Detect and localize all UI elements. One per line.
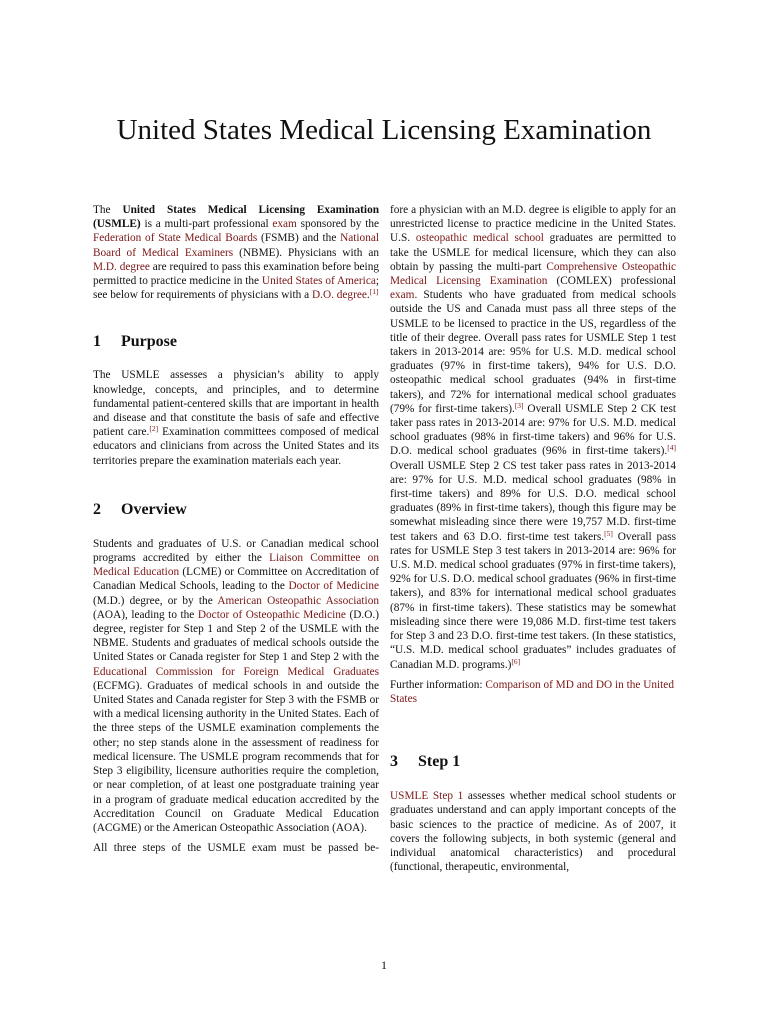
wiki-link[interactable]: M.D. degree: [93, 260, 150, 273]
citation-link[interactable]: [5]: [604, 528, 613, 538]
purpose-paragraph: The USMLE assesses a physician’s ability to apply knowledge, concepts, and principles, and to determine fundamental patient-centered skills that are important in health and disease and that constitute the basis of safe and effective patient care.[2] Examination committees composed of medical educators and clinicians from across the United States and its territories prepare the examination materials each year.: [93, 369, 379, 467]
wiki-link[interactable]: exam: [390, 289, 415, 302]
wiki-link[interactable]: Educational Commission for Foreign Medical Graduates: [93, 665, 379, 678]
citation-link[interactable]: [2]: [149, 424, 159, 434]
bold-term: United States Medical Licensing Examination: [122, 204, 379, 216]
right-column: [390, 203, 676, 880]
wiki-link[interactable]: exam: [272, 218, 297, 231]
document-title: United States Medical Licensing Examination: [116, 114, 652, 146]
section-title: Step 1: [418, 753, 461, 771]
wiki-link[interactable]: Doctor of Osteopathic Medicine: [197, 608, 346, 621]
wiki-link[interactable]: Liaison Committee on Medical Education: [93, 552, 379, 579]
wiki-link[interactable]: Federation of State Medical Boards: [93, 232, 258, 245]
intro-paragraph: The United States Medical Licensing Examination (USMLE) is a multi-part professional exam sponsored by the Federation of State Medical Boards (FSMB) and the National Board of Medical Examiners (NBME). Physicians with an M.D. degree are required to pass this examination before being permitted to practice medicine in the United States of America; see below for requirements of physicians with a D.O. degree.[1]: [93, 204, 379, 302]
overview-paragraph-2-cont: fore a physician with an M.D. degree is eligible to apply for an unrestricted license to practice medicine in the United States. U.S. osteopathic medical school graduates are permitted to take the USMLE for medical licensure, which they can also obtain by passing the multi-part Comprehensive Osteopathic Medical Licensing Examination (COMLEX) professional exam. Students who have graduated from medical schools outside the US and Canada must pass all three steps of the USMLE to be licensed to practice in the US, regardless of the title of their degree. Overall pass rates for USMLE Step 1 test takers in 2013-2014 are: 95% for U.S. M.D. medical school graduates (97% in first-time takers), 94% for U.S. D.O. osteopathic medical school graduates (94% in first-time takers), and 72% for international medical school graduates (79% for first-time takers).[3] Overall USMLE Step 2 CK test taker pass rates in 2013-2014 are: 97% for U.S. M.D. medical school graduates (98% in first-time takers) and 96% for U.S. D.O. medical school graduates (96% in first-time takers).[4] Overall USMLE Step 2 CS test taker pass rates in 2013-2014 are: 97% for U.S. M.D. medical school graduates (98% in first-time takers) and 89% for U.S. D.O. medical school graduates (89% in first-time takers), though this figure may be somewhat misleading since there were 19,757 M.D. first-time test takers and 63 D.O. first-time test takers.[5] Overall pass rates for USMLE Step 3 test takers in 2013-2014 are: 96% for U.S. M.D. medical school graduates (97% in first-time takers), 92% for U.S. D.O. medical school graduates (96% in first-time takers), and 83% for international medical school graduates (87% in first-time takers). These statistics may be somewhat misleading since there were 19,086 M.D. first-time test takers for Step 3 and 23 D.O. first-time test takers. (In these statistics, “U.S. M.D. medical school graduates” includes graduates of Canadian M.D. programs.)[6]: [390, 204, 677, 671]
wiki-link[interactable]: Comprehensive Osteopathic Medical Licensing Examination: [390, 260, 676, 288]
wiki-link[interactable]: Comparison of MD and DO in the United States: [390, 678, 674, 705]
section-overview-heading: [93, 500, 379, 520]
page-number: 1: [381, 958, 387, 972]
wiki-link[interactable]: D.O. degree: [311, 289, 367, 302]
wiki-link[interactable]: National Board of Medical Examiners: [93, 232, 379, 259]
section-title: Overview: [121, 500, 187, 518]
wiki-link[interactable]: Doctor of Medicine: [288, 580, 380, 593]
citation-link[interactable]: [1]: [369, 287, 379, 297]
wiki-link[interactable]: American Osteopathic Association: [217, 594, 379, 607]
section-number: 2: [93, 500, 101, 518]
section-number: 3: [390, 753, 398, 771]
further-information: Further information: Comparison of MD and DO in the United States: [390, 678, 674, 705]
wiki-link[interactable]: osteopathic medical school: [415, 232, 544, 245]
left-column: [93, 203, 379, 855]
section-purpose-heading: [93, 332, 379, 352]
section-number: 1: [93, 333, 101, 351]
overview-paragraph-2-start: All three steps of the USMLE exam must be passed be-: [93, 842, 379, 855]
step1-paragraph: USMLE Step 1 assesses whether medical school students or graduates understand and can apply important concepts of the basic sciences to the practice of medicine. As of 2007, it covers the following subjects, in both systemic (general and individual anatomical characteristics) and procedural (functional, therapeutic, environmental,: [390, 790, 677, 874]
wiki-link[interactable]: USMLE Step 1: [390, 790, 464, 803]
bold-term: (USMLE): [93, 218, 141, 231]
wiki-link[interactable]: United States of America: [261, 275, 376, 288]
citation-link[interactable]: [3]: [514, 400, 524, 410]
overview-paragraph-1: Students and graduates of U.S. or Canadian medical school programs accredited by either the Liaison Committee on Medical Education (LCME) or Committee on Accreditation of Canadian Medical Schools, leading to the Doctor of Medicine (M.D.) degree, or by the American Osteopathic Association (AOA), leading to the Doctor of Osteopathic Medicine (D.O.) degree, register for Step 1 and Step 2 of the USMLE with the NBME. Students and graduates of medical schools outside the United States or Canada register for Step 1 and Step 2 with the Educational Commission for Foreign Medical Graduates (ECFMG). Graduates of medical schools in and outside the United States and Canada register for Step 3 with the FSMB or with a medical licensing authority in the United States. Each of the three steps of the USMLE examination complements the other; no step stands alone in the assessment of readiness for medical licensure. The USMLE program recommends that for Step 3 eligibility, licensure authorities require the completion, or near completion, of at least one postgraduate training year in a program of graduate medical education accredited by the Accreditation Council on Graduate Medical Education (ACGME) or the American Osteopathic Association (AOA).: [93, 537, 380, 834]
citation-link[interactable]: [4]: [667, 443, 676, 453]
section-title: Purpose: [121, 333, 177, 351]
citation-link[interactable]: [6]: [511, 656, 521, 666]
section-step1-heading: [390, 752, 676, 772]
